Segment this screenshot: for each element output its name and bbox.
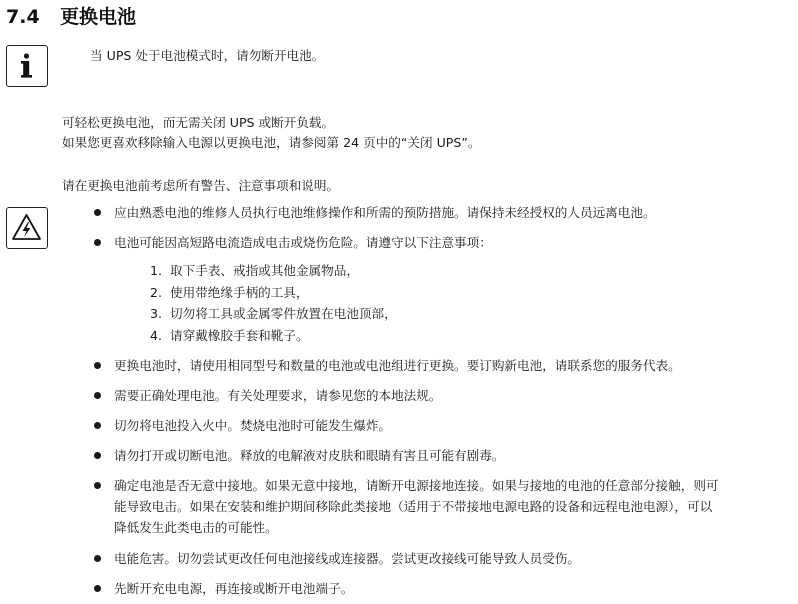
section-title: 更换电池: [60, 6, 137, 28]
intro-line-2: 如果您更喜欢移除输入电源以更换电池，请参阅第 24 页中的“关闭 UPS”。: [62, 135, 481, 150]
warning-intro: 请在更换电池前考虑所有警告、注意事项和说明。: [62, 178, 340, 193]
precaution-item-4: [150, 326, 309, 345]
bullet-marker: [94, 392, 101, 399]
precaution-number: 1.: [150, 263, 163, 278]
precaution-number: 2.: [150, 285, 163, 300]
precaution-item-3: [150, 304, 397, 323]
bullet-1-text: 应由熟悉电池的维修人员执行电池维修操作和所需的预防措施。请保持未经授权的人员远离电池。: [114, 205, 656, 220]
precaution-text: 请穿戴橡胶手套和靴子。: [170, 328, 309, 343]
bullet-3-text: 更换电池时，请使用相同型号和数量的电池或电池组进行更换。要订购新电池，请联系您的服务代表。: [114, 358, 681, 373]
intro-line-1: 可轻松更换电池，而无需关闭 UPS 或断开负载。: [62, 115, 335, 130]
bullet-marker: [94, 239, 101, 246]
bullet-marker: [94, 209, 101, 216]
notice-text: 当 UPS 处于电池模式时，请勿断开电池。: [90, 48, 325, 63]
precaution-number: 3.: [150, 306, 163, 321]
bullet-7-line-1: 确定电池是否无意中接地。如果无意中接地，请断开电源接地连接。如果与接地的电池的任意部分接触，则可: [114, 478, 719, 493]
bullet-4-text: 需要正确处理电池。有关处理要求，请参见您的本地法规。: [114, 388, 442, 403]
precaution-number: 4.: [150, 328, 163, 343]
bullet-7-line-3: 降低发生此类电击的可能性。: [114, 520, 278, 535]
bullet-marker: [94, 585, 101, 592]
bullet-marker: [94, 555, 101, 562]
precaution-item-1: [150, 261, 359, 280]
bullet-2-text: 电池可能因高短路电流造成电击或烧伤危险。请遵守以下注意事项：: [114, 235, 492, 250]
precaution-item-2: [150, 283, 309, 302]
bullet-marker: [94, 362, 101, 369]
high-voltage-icon: [6, 207, 48, 249]
precaution-text: 使用带绝缘手柄的工具，: [170, 285, 309, 300]
bullet-6-text: 请勿打开或切断电池。释放的电解液对皮肤和眼睛有害且可能有剧毒。: [114, 448, 505, 463]
bullet-marker: [94, 482, 101, 489]
bullet-8-text: 电能危害。切勿尝试更改任何电池接线或连接器。尝试更改接线可能导致人员受伤。: [114, 551, 580, 566]
bullet-9-text: 先断开充电电源，再连接或断开电池端子。: [114, 581, 354, 596]
bullet-7-line-2: 能导致电击。如果在安装和维护期间移除此类接地（适用于不带接地电源电路的设备和远程电池电源），可以: [114, 499, 713, 514]
precaution-text: 取下手表、戒指或其他金属物品，: [170, 263, 359, 278]
bullet-marker: [94, 422, 101, 429]
section-number: 7.4: [6, 6, 40, 28]
info-icon: [6, 45, 48, 87]
bullet-marker: [94, 452, 101, 459]
section-heading: [6, 2, 136, 29]
precaution-text: 切勿将工具或金属零件放置在电池顶部，: [170, 306, 397, 321]
bullet-5-text: 切勿将电池投入火中。焚烧电池时可能发生爆炸。: [114, 418, 392, 433]
